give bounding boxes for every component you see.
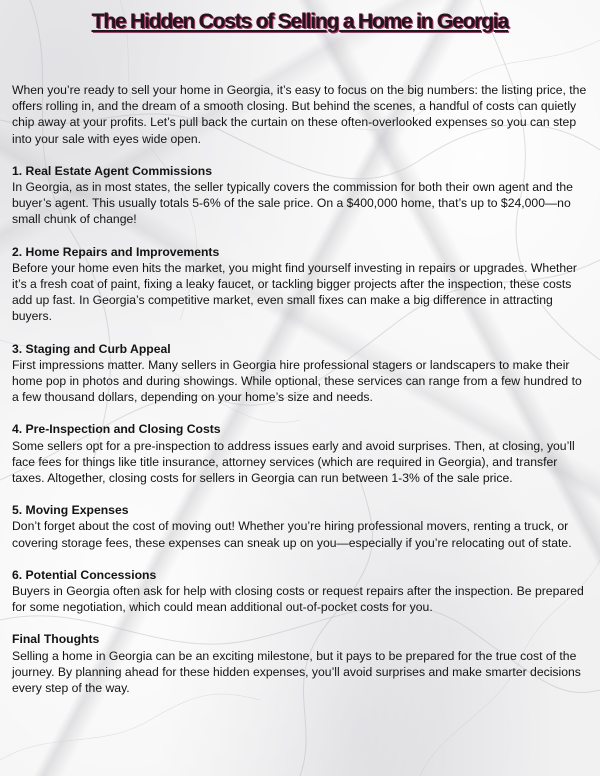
section-heading: 3. Staging and Curb Appeal xyxy=(12,341,171,356)
document-content xyxy=(12,82,588,696)
section-closing-costs xyxy=(12,421,588,486)
intro-paragraph: When you’re ready to sell your home in Georgia, it’s easy to focus on the big numbers: the listing price, the offers rolling in, and the dream of a smooth closing. But behind the scenes, a handful of costs can quietly chip away at your profits. Let’s pull back the curtain on these often-overlooked expenses so you can step into your sale with eyes wide open. xyxy=(12,83,587,146)
section-concessions xyxy=(12,567,588,616)
section-heading: 4. Pre-Inspection and Closing Costs xyxy=(12,422,221,437)
section-body: In Georgia, as in most states, the seller typically covers the commission for both their own agent and the buyer’s agent. This usually totals 5-6% of the sale price. On a $400,000 home, that’s up to $24,000—no small chunk of change! xyxy=(12,180,573,227)
section-heading: 2. Home Repairs and Improvements xyxy=(12,244,220,259)
section-body: Buyers in Georgia often ask for help with closing costs or request repairs after the inspection. Be prepared for some negotiation, which could mean additional out-of-pocket costs for you. xyxy=(12,584,584,615)
section-body: Don’t forget about the cost of moving out! Whether you’re hiring professional movers, renting a truck, or covering storage fees, these expenses can sneak up on you—especially if you’re relocating out of state. xyxy=(12,519,572,550)
section-heading: 1. Real Estate Agent Commissions xyxy=(12,163,213,178)
section-heading: 6. Potential Concessions xyxy=(12,567,157,582)
section-final-thoughts xyxy=(12,631,588,696)
section-body: Before your home even hits the market, you might find yourself investing in repairs or upgrades. Whether it’s a fresh coat of paint, fixing a leaky faucet, or tackling bigger projects after the inspection, these costs add up fast. In Georgia’s competitive market, even small fixes can make a big difference in attracting buyers. xyxy=(12,260,577,324)
section-moving-expenses xyxy=(12,502,588,551)
section-body: Some sellers opt for a pre-inspection to address issues early and avoid surprises. Then, at closing, you’ll face fees for things like title insurance, attorney services (which are required in Georgia), and transfer taxes. Altogether, closing costs for sellers in Georgia can run between 1-3% of the sale price. xyxy=(12,438,575,486)
section-home-repairs xyxy=(12,244,588,325)
section-heading: 5. Moving Expenses xyxy=(12,503,129,518)
document-title: The Hidden Costs of Selling a Home in Georgia xyxy=(91,10,509,33)
section-heading: Final Thoughts xyxy=(12,632,100,647)
section-agent-commissions xyxy=(12,163,588,228)
section-staging xyxy=(12,341,588,406)
section-body: First impressions matter. Many sellers in Georgia hire professional stagers or landscapers to make their home pop in photos and during showings. While optional, these services can range from a few hundred to a few thousand dollars, depending on your home’s size and needs. xyxy=(12,357,582,405)
section-body: Selling a home in Georgia can be an exciting milestone, but it pays to be prepared for the true cost of the journey. By planning ahead for these hidden expenses, you’ll avoid surprises and make smarter decisions every step of the way. xyxy=(12,648,581,696)
